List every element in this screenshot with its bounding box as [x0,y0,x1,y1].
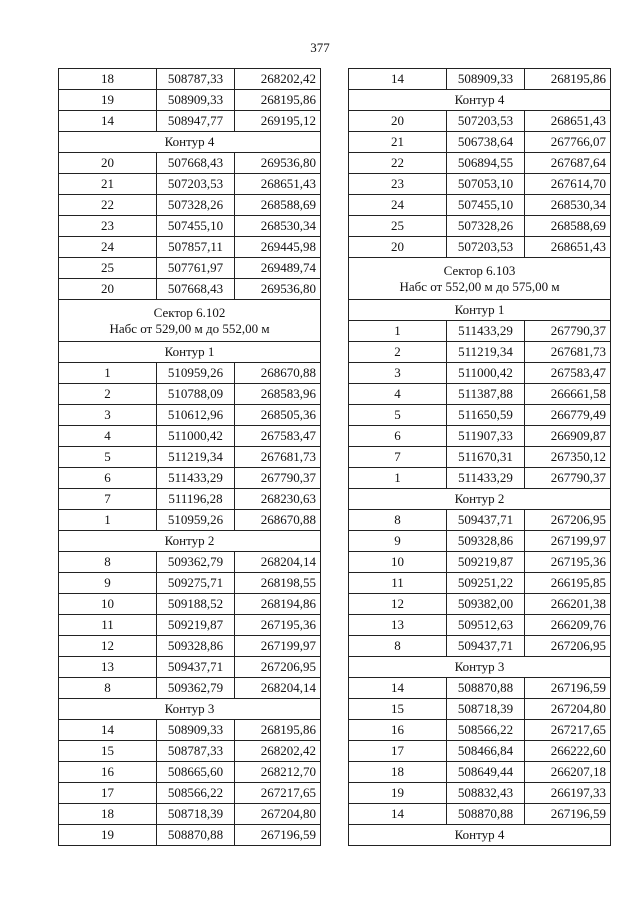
point-number-cell: 8 [349,636,447,657]
x-coordinate-cell: 509437,71 [157,657,235,678]
contour-header-row [349,489,611,510]
x-coordinate-cell: 508566,22 [157,783,235,804]
x-coordinate-cell: 509328,86 [157,636,235,657]
table-row [349,573,611,594]
point-number-cell: 4 [349,384,447,405]
table-row [59,237,321,258]
table-row [59,90,321,111]
point-number-cell: 4 [59,426,157,447]
x-coordinate-cell: 510612,96 [157,405,235,426]
x-coordinate-cell: 508870,88 [157,825,235,846]
point-number-cell: 24 [59,237,157,258]
point-number-cell: 19 [349,783,447,804]
table-row [59,657,321,678]
y-coordinate-cell: 269536,80 [235,153,321,174]
point-number-cell: 19 [59,825,157,846]
y-coordinate-cell: 269536,80 [235,279,321,300]
table-row [349,69,611,90]
x-coordinate-cell: 507328,26 [157,195,235,216]
point-number-cell: 18 [59,69,157,90]
table-row [349,552,611,573]
x-coordinate-cell: 506894,55 [447,153,525,174]
contour-header: Контур 3 [349,657,611,678]
y-coordinate-cell: 269445,98 [235,237,321,258]
x-coordinate-cell: 508832,43 [447,783,525,804]
table-row [349,237,611,258]
point-number-cell: 13 [59,657,157,678]
y-coordinate-cell: 267583,47 [525,363,611,384]
table-row [349,363,611,384]
point-number-cell: 12 [59,636,157,657]
x-coordinate-cell: 511000,42 [157,426,235,447]
x-coordinate-cell: 509437,71 [447,510,525,531]
point-number-cell: 25 [349,216,447,237]
x-coordinate-cell: 508947,77 [157,111,235,132]
x-coordinate-cell: 511219,34 [157,447,235,468]
table-row [59,195,321,216]
x-coordinate-cell: 506738,64 [447,132,525,153]
x-coordinate-cell: 511650,59 [447,405,525,426]
point-number-cell: 8 [349,510,447,531]
x-coordinate-cell: 511219,34 [447,342,525,363]
contour-header: Контур 4 [349,825,611,846]
table-row [59,153,321,174]
y-coordinate-cell: 267206,95 [525,510,611,531]
sector-title: Сектор 6.102 [153,304,226,320]
table-row [349,174,611,195]
x-coordinate-cell: 509219,87 [447,552,525,573]
x-coordinate-cell: 510959,26 [157,510,235,531]
x-coordinate-cell: 509219,87 [157,615,235,636]
point-number-cell: 8 [59,552,157,573]
table-row [349,741,611,762]
y-coordinate-cell: 267217,65 [235,783,321,804]
x-coordinate-cell: 509512,63 [447,615,525,636]
contour-header: Контур 2 [59,531,321,552]
x-coordinate-cell: 510959,26 [157,363,235,384]
contour-header: Контур 3 [59,699,321,720]
y-coordinate-cell: 267196,59 [525,804,611,825]
table-row [349,447,611,468]
y-coordinate-cell: 268195,86 [525,69,611,90]
y-coordinate-cell: 268230,63 [235,489,321,510]
table-row [349,111,611,132]
y-coordinate-cell: 268670,88 [235,510,321,531]
contour-header-row [59,132,321,153]
table-row [59,174,321,195]
y-coordinate-cell: 267196,59 [525,678,611,699]
point-number-cell: 24 [349,195,447,216]
point-number-cell: 11 [349,573,447,594]
table-row [59,573,321,594]
point-number-cell: 17 [349,741,447,762]
sector-height-range: Набс от 529,00 м до 552,00 м [109,320,270,336]
point-number-cell: 17 [59,783,157,804]
y-coordinate-cell: 267681,73 [525,342,611,363]
y-coordinate-cell: 266222,60 [525,741,611,762]
table-row [59,552,321,573]
point-number-cell: 13 [349,615,447,636]
y-coordinate-cell: 266661,58 [525,384,611,405]
table-row [349,342,611,363]
x-coordinate-cell: 508466,84 [447,741,525,762]
x-coordinate-cell: 507455,10 [447,195,525,216]
point-number-cell: 1 [349,321,447,342]
point-number-cell: 9 [349,531,447,552]
y-coordinate-cell: 267790,37 [525,321,611,342]
table-row [59,510,321,531]
table-row [59,804,321,825]
table-row [349,216,611,237]
y-coordinate-cell: 267217,65 [525,720,611,741]
x-coordinate-cell: 507857,11 [157,237,235,258]
y-coordinate-cell: 268651,43 [525,111,611,132]
table-row [349,783,611,804]
x-coordinate-cell: 509362,79 [157,678,235,699]
x-coordinate-cell: 509251,22 [447,573,525,594]
x-coordinate-cell: 508909,33 [157,90,235,111]
y-coordinate-cell: 268530,34 [235,216,321,237]
table-row [59,825,321,846]
point-number-cell: 6 [59,468,157,489]
y-coordinate-cell: 267766,07 [525,132,611,153]
contour-header: Контур 1 [59,342,321,363]
table-row [349,699,611,720]
contour-header-row [349,90,611,111]
y-coordinate-cell: 267199,97 [525,531,611,552]
contour-header-row [349,300,611,321]
x-coordinate-cell: 511433,29 [157,468,235,489]
point-number-cell: 2 [349,342,447,363]
table-row [59,111,321,132]
point-number-cell: 11 [59,615,157,636]
contour-header: Контур 1 [349,300,611,321]
x-coordinate-cell: 509275,71 [157,573,235,594]
table-row [349,762,611,783]
point-number-cell: 18 [349,762,447,783]
table-row [59,384,321,405]
table-row [349,384,611,405]
table-row [59,741,321,762]
page-number: 377 [310,40,330,55]
x-coordinate-cell: 507203,53 [157,174,235,195]
x-coordinate-cell: 507668,43 [157,279,235,300]
sector-header [349,258,611,300]
point-number-cell: 1 [59,363,157,384]
table-row [349,405,611,426]
point-number-cell: 9 [59,573,157,594]
point-number-cell: 8 [59,678,157,699]
point-number-cell: 12 [349,594,447,615]
x-coordinate-cell: 507761,97 [157,258,235,279]
table-row [349,804,611,825]
point-number-cell: 20 [59,153,157,174]
sector-header [59,300,321,342]
point-number-cell: 22 [59,195,157,216]
table-row [59,762,321,783]
x-coordinate-cell: 509437,71 [447,636,525,657]
table-row [349,132,611,153]
point-number-cell: 6 [349,426,447,447]
point-number-cell: 7 [349,447,447,468]
y-coordinate-cell: 267790,37 [235,468,321,489]
point-number-cell: 18 [59,804,157,825]
point-number-cell: 23 [349,174,447,195]
y-coordinate-cell: 269195,12 [235,111,321,132]
table-row [349,510,611,531]
point-number-cell: 1 [59,510,157,531]
x-coordinate-cell: 508665,60 [157,762,235,783]
point-number-cell: 3 [349,363,447,384]
y-coordinate-cell: 267195,36 [525,552,611,573]
y-coordinate-cell: 266197,33 [525,783,611,804]
x-coordinate-cell: 507203,53 [447,111,525,132]
contour-header-row [349,825,611,846]
x-coordinate-cell: 508787,33 [157,69,235,90]
y-coordinate-cell: 267614,70 [525,174,611,195]
contour-header: Контур 4 [59,132,321,153]
point-number-cell: 14 [59,111,157,132]
point-number-cell: 23 [59,216,157,237]
table-row [349,615,611,636]
table-row [349,153,611,174]
table-row [59,69,321,90]
y-coordinate-cell: 266209,76 [525,615,611,636]
table-row [59,783,321,804]
x-coordinate-cell: 507203,53 [447,237,525,258]
y-coordinate-cell: 267681,73 [235,447,321,468]
table-row [59,720,321,741]
y-coordinate-cell: 266201,38 [525,594,611,615]
x-coordinate-cell: 508718,39 [447,699,525,720]
y-coordinate-cell: 267350,12 [525,447,611,468]
table-row [59,216,321,237]
table-row [349,195,611,216]
table-row [59,363,321,384]
point-number-cell: 14 [349,804,447,825]
x-coordinate-cell: 508718,39 [157,804,235,825]
point-number-cell: 3 [59,405,157,426]
y-coordinate-cell: 266779,49 [525,405,611,426]
y-coordinate-cell: 268194,86 [235,594,321,615]
point-number-cell: 15 [349,699,447,720]
y-coordinate-cell: 267196,59 [235,825,321,846]
y-coordinate-cell: 268583,96 [235,384,321,405]
table-row [59,447,321,468]
point-number-cell: 20 [349,237,447,258]
table-row [59,489,321,510]
table-row [59,405,321,426]
y-coordinate-cell: 268651,43 [235,174,321,195]
coordinates-table-left [58,68,321,846]
contour-header: Контур 2 [349,489,611,510]
table-row [349,468,611,489]
contour-header-row [59,699,321,720]
y-coordinate-cell: 268195,86 [235,90,321,111]
point-number-cell: 21 [59,174,157,195]
point-number-cell: 14 [349,678,447,699]
x-coordinate-cell: 509382,00 [447,594,525,615]
x-coordinate-cell: 508649,44 [447,762,525,783]
x-coordinate-cell: 507053,10 [447,174,525,195]
y-coordinate-cell: 267790,37 [525,468,611,489]
y-coordinate-cell: 267687,64 [525,153,611,174]
y-coordinate-cell: 268204,14 [235,678,321,699]
y-coordinate-cell: 267204,80 [525,699,611,720]
table-row [349,678,611,699]
table-row [59,615,321,636]
point-number-cell: 7 [59,489,157,510]
point-number-cell: 22 [349,153,447,174]
contour-header: Контур 4 [349,90,611,111]
x-coordinate-cell: 511433,29 [447,321,525,342]
x-coordinate-cell: 511000,42 [447,363,525,384]
point-number-cell: 10 [349,552,447,573]
y-coordinate-cell: 267206,95 [235,657,321,678]
table-row [349,531,611,552]
point-number-cell: 20 [349,111,447,132]
x-coordinate-cell: 508909,33 [447,69,525,90]
point-number-cell: 16 [349,720,447,741]
x-coordinate-cell: 509362,79 [157,552,235,573]
y-coordinate-cell: 268588,69 [235,195,321,216]
x-coordinate-cell: 508566,22 [447,720,525,741]
y-coordinate-cell: 268198,55 [235,573,321,594]
x-coordinate-cell: 510788,09 [157,384,235,405]
x-coordinate-cell: 511433,29 [447,468,525,489]
table-row [59,594,321,615]
point-number-cell: 21 [349,132,447,153]
point-number-cell: 5 [59,447,157,468]
table-row [349,321,611,342]
x-coordinate-cell: 508870,88 [447,804,525,825]
y-coordinate-cell: 268202,42 [235,69,321,90]
y-coordinate-cell: 266909,87 [525,426,611,447]
point-number-cell: 14 [349,69,447,90]
x-coordinate-cell: 511196,28 [157,489,235,510]
x-coordinate-cell: 507328,26 [447,216,525,237]
y-coordinate-cell: 268588,69 [525,216,611,237]
y-coordinate-cell: 268651,43 [525,237,611,258]
y-coordinate-cell: 268202,42 [235,741,321,762]
table-row [349,636,611,657]
x-coordinate-cell: 508909,33 [157,720,235,741]
point-number-cell: 25 [59,258,157,279]
x-coordinate-cell: 507455,10 [157,216,235,237]
x-coordinate-cell: 511907,33 [447,426,525,447]
point-number-cell: 2 [59,384,157,405]
table-row [349,594,611,615]
point-number-cell: 15 [59,741,157,762]
point-number-cell: 10 [59,594,157,615]
x-coordinate-cell: 508870,88 [447,678,525,699]
y-coordinate-cell: 266207,18 [525,762,611,783]
sector-title: Сектор 6.103 [443,262,516,278]
y-coordinate-cell: 268204,14 [235,552,321,573]
table-row [59,279,321,300]
y-coordinate-cell: 266195,85 [525,573,611,594]
x-coordinate-cell: 507668,43 [157,153,235,174]
sector-header-row [349,258,611,300]
y-coordinate-cell: 268212,70 [235,762,321,783]
y-coordinate-cell: 267195,36 [235,615,321,636]
point-number-cell: 19 [59,90,157,111]
table-row [59,258,321,279]
table-row [59,636,321,657]
x-coordinate-cell: 509328,86 [447,531,525,552]
y-coordinate-cell: 269489,74 [235,258,321,279]
y-coordinate-cell: 268505,36 [235,405,321,426]
point-number-cell: 5 [349,405,447,426]
sector-header-row [59,300,321,342]
point-number-cell: 1 [349,468,447,489]
contour-header-row [59,531,321,552]
sector-height-range: Набс от 552,00 м до 575,00 м [399,278,560,294]
x-coordinate-cell: 508787,33 [157,741,235,762]
contour-header-row [59,342,321,363]
x-coordinate-cell: 511387,88 [447,384,525,405]
table-row [59,468,321,489]
coordinates-table-right [348,68,611,846]
point-number-cell: 16 [59,762,157,783]
point-number-cell: 14 [59,720,157,741]
contour-header-row [349,657,611,678]
point-number-cell: 20 [59,279,157,300]
table-row [349,720,611,741]
table-row [349,426,611,447]
y-coordinate-cell: 267199,97 [235,636,321,657]
x-coordinate-cell: 511670,31 [447,447,525,468]
table-row [59,426,321,447]
y-coordinate-cell: 267583,47 [235,426,321,447]
y-coordinate-cell: 267204,80 [235,804,321,825]
y-coordinate-cell: 267206,95 [525,636,611,657]
y-coordinate-cell: 268670,88 [235,363,321,384]
y-coordinate-cell: 268195,86 [235,720,321,741]
y-coordinate-cell: 268530,34 [525,195,611,216]
x-coordinate-cell: 509188,52 [157,594,235,615]
table-row [59,678,321,699]
